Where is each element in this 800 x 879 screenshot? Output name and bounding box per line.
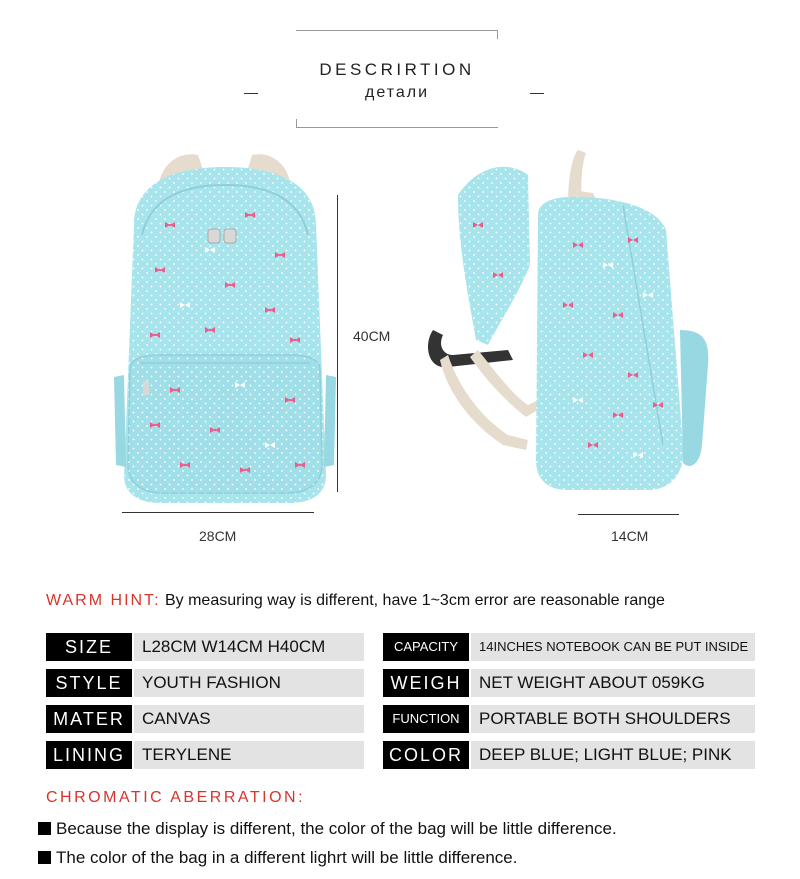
spec-key-size: SIZE: [46, 633, 132, 661]
spec-row-capacity: [383, 633, 755, 661]
header-dash-right: [530, 93, 544, 94]
spec-row-lining: [46, 741, 364, 769]
height-dimension-line: [337, 195, 338, 492]
chromatic-note-1: [38, 819, 617, 839]
spec-key-function: FUNCTION: [383, 705, 469, 733]
header-subtitle: детали: [364, 84, 430, 101]
spec-row-color: [383, 741, 755, 769]
spec-key-lining: LINING: [46, 741, 132, 769]
spec-value-function: PORTABLE BOTH SHOULDERS: [471, 705, 755, 733]
bullet-square-icon: [38, 822, 51, 835]
height-label: 40CM: [353, 328, 391, 344]
width-dimension-line: [122, 512, 314, 513]
chromatic-note-2: [38, 848, 517, 868]
spec-row-size: [46, 633, 364, 661]
spec-value-size: L28CM W14CM H40CM: [134, 633, 364, 661]
chromatic-note-2-text: The color of the bag in a different lighrt will be little difference.: [56, 848, 518, 867]
chromatic-title: CHROMATIC ABERRATION:: [46, 789, 306, 806]
depth-label: 14CM: [611, 528, 649, 544]
bullet-square-icon: [38, 851, 51, 864]
spec-value-weight: NET WEIGHT ABOUT 059KG: [471, 669, 755, 697]
header-dash-left: [244, 93, 258, 94]
spec-value-style: YOUTH FASHION: [134, 669, 364, 697]
warm-hint-text: By measuring way is different, have 1~3cm error are reasonable range: [164, 592, 665, 609]
spec-value-color: DEEP BLUE; LIGHT BLUE; PINK: [471, 741, 755, 769]
spec-key-material: MATER: [46, 705, 132, 733]
chromatic-note-1-text: Because the display is different, the color of the bag will be little difference.: [56, 819, 617, 838]
warm-hint-label: WARM HINT:: [46, 592, 161, 609]
spec-value-lining: TERYLENE: [134, 741, 364, 769]
spec-key-color: COLOR: [383, 741, 469, 769]
backpack-front-image: [100, 145, 350, 510]
spec-value-capacity: 14INCHES NOTEBOOK CAN BE PUT INSIDE: [471, 633, 755, 661]
backpack-side-image: [418, 145, 718, 510]
spec-key-style: STYLE: [46, 669, 132, 697]
spec-row-function: [383, 705, 755, 733]
width-label: 28CM: [199, 528, 237, 544]
spec-row-weight: [383, 669, 755, 697]
spec-row-style: [46, 669, 364, 697]
spec-key-capacity: CAPACITY: [383, 633, 469, 661]
warm-hint: [46, 592, 665, 610]
spec-row-material: [46, 705, 364, 733]
spec-key-weight: WEIGH: [383, 669, 469, 697]
depth-dimension-line: [578, 514, 679, 515]
spec-value-material: CANVAS: [134, 705, 364, 733]
header-title: DESCRIRTION: [319, 60, 475, 79]
